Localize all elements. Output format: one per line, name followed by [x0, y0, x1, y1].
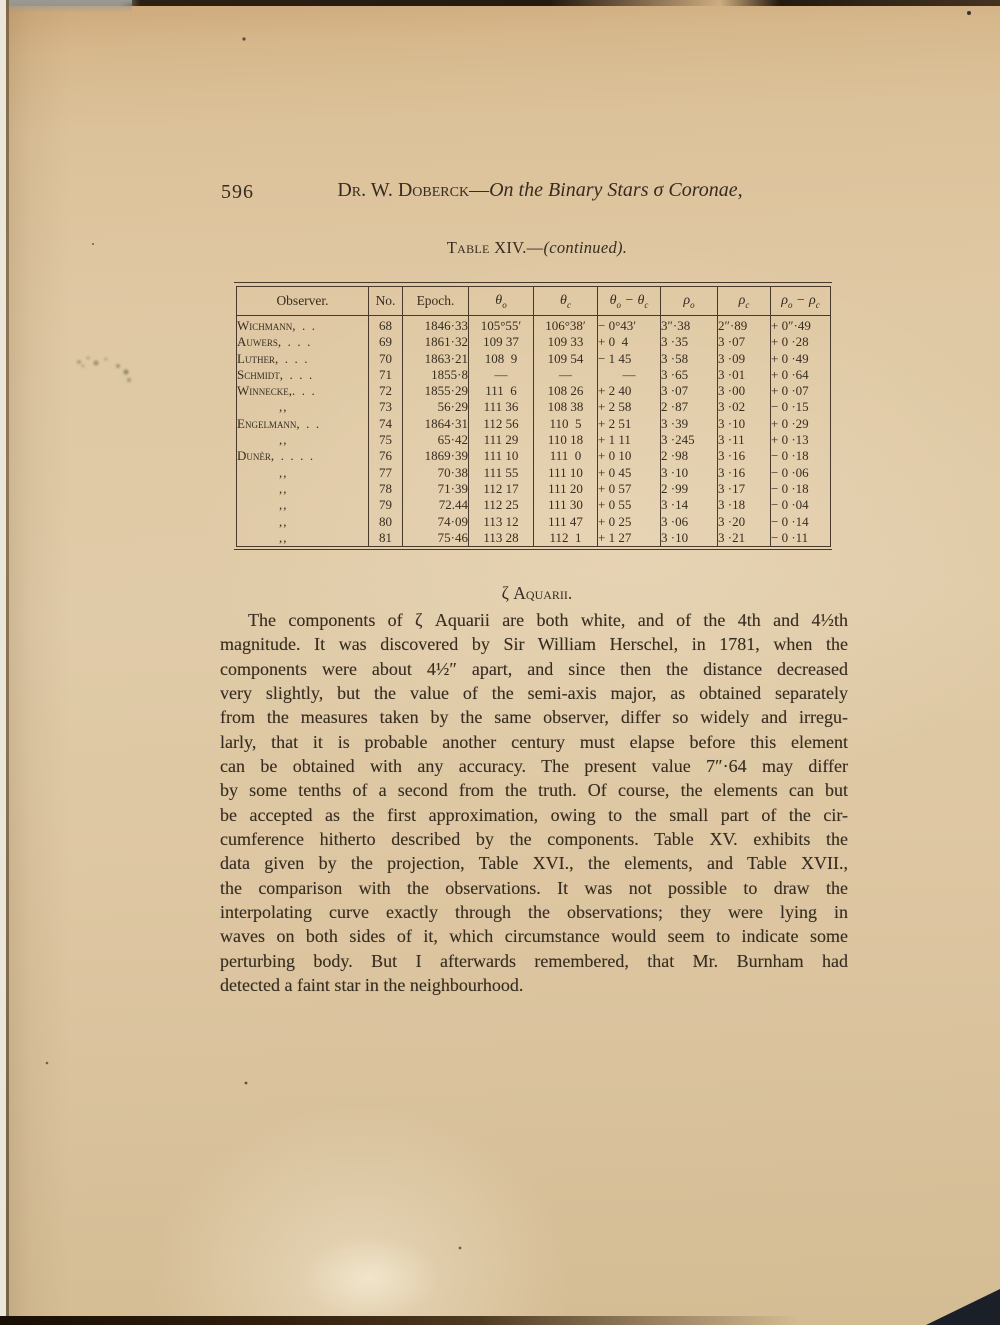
table-cell: 3 ·21	[718, 530, 771, 547]
table-cell: ,,	[279, 432, 288, 448]
table-row	[237, 530, 831, 547]
table-cell: 1846·33	[403, 316, 469, 335]
scan-left-edge-line	[6, 0, 9, 1325]
paragraph-line: from the measures taken by the same observer, differ so widely and irregu-	[220, 707, 848, 728]
table-cell: − 0°43′	[598, 316, 661, 335]
paragraph-line: perturbing body. But I afterwards remembered, that Mr. Burnham had	[220, 950, 848, 971]
paragraph-line: cumference hitherto described by the components. Table XV. exhibits the	[220, 829, 848, 850]
margin-pencil-smudge	[70, 352, 72, 354]
paragraph-line: interpolating curve exactly through the observations; they were lying in	[220, 902, 848, 923]
table-cell: Winnecke,. . .	[237, 383, 315, 399]
table-cell: Engelmann, . .	[237, 415, 320, 431]
table-cell: 73	[369, 399, 403, 415]
paragraph-line: waves on both sides of it, which circumstance would seem to indicate some	[220, 926, 848, 947]
section-heading	[237, 583, 837, 604]
table-cell: 3 ·65	[661, 367, 718, 383]
table-cell: − 1 45	[598, 351, 661, 367]
table-caption-label: Table XIV.—	[446, 238, 544, 257]
table-row	[237, 399, 831, 415]
table-cell: + 0 ·28	[771, 334, 831, 350]
table-cell: − 0 ·06	[771, 465, 831, 481]
table-cell: 77	[369, 465, 403, 481]
table-row	[237, 367, 831, 383]
table-cell: 106°38′	[534, 316, 598, 335]
paragraph-line: by some tenths of a second from the truth. Of course, the elements can but	[220, 780, 848, 801]
table-cell: 3 ·00	[718, 383, 771, 399]
table-cell: 3 ·11	[718, 432, 771, 448]
scan-corner-artifact	[0, 0, 132, 13]
table-cell: 111 29	[469, 432, 534, 448]
table-row	[237, 497, 831, 513]
table-cell: 2 ·87	[661, 399, 718, 415]
table-cell: 3 ·14	[661, 497, 718, 513]
table-cell: 3 ·18	[718, 497, 771, 513]
table-row	[237, 416, 831, 432]
paragraph-line: can be obtained with any accuracy. The present value 7″·64 may differ	[220, 756, 848, 777]
table-cell: + 0 25	[598, 514, 661, 530]
table-cell: − 0 ·18	[771, 448, 831, 464]
table-cell: 3 ·39	[661, 416, 718, 432]
table-cell: 110 18	[534, 432, 598, 448]
table-xiv	[236, 286, 831, 547]
table-cell: ,,	[279, 399, 288, 415]
table-cell: 3 ·01	[718, 367, 771, 383]
paragraph-line: The components of ζ Aquarii are both white, and of the 4th and 4½th	[248, 610, 848, 630]
paragraph-line: data given by the projection, Table XVI., the elements, and Table XVII.,	[220, 853, 848, 874]
table-cell: 74	[369, 416, 403, 432]
table-cell: Wichmann, . .	[237, 318, 316, 333]
table-cell: + 2 40	[598, 383, 661, 399]
table-cell: Dunèr, . . . .	[237, 448, 314, 464]
table-row	[237, 383, 831, 399]
table-row	[237, 334, 831, 350]
table-cell: ,,	[279, 529, 288, 545]
table-cell: 71	[369, 367, 403, 383]
table-bottom-rule	[234, 549, 832, 550]
table-cell: 112 56	[469, 416, 534, 432]
table-cell: 3 ·20	[718, 514, 771, 530]
table-cell: 111 55	[469, 465, 534, 481]
table-cell: 79	[369, 497, 403, 513]
table-cell: 108 26	[534, 383, 598, 399]
table-cell: 105°55′	[469, 316, 534, 335]
table-cell: —	[469, 367, 534, 383]
table-cell: 3 ·35	[661, 334, 718, 350]
column-header: $\theta_o - \theta_c$	[598, 287, 661, 316]
table-cell: 3 ·06	[661, 514, 718, 530]
table-cell: 1869·39	[403, 448, 469, 464]
table-cell: + 1 27	[598, 530, 661, 547]
table-cell: 3 ·16	[718, 465, 771, 481]
table-cell: 108 38	[534, 399, 598, 415]
scan-top-edge	[0, 0, 1000, 6]
table-cell: 1861·32	[403, 334, 469, 350]
scan-bottom-right-corner	[926, 1289, 1000, 1325]
paragraph-line: components were about 4½″ apart, and since then the distance decreased	[220, 658, 848, 679]
section-heading-name: Aquarii.	[513, 583, 573, 603]
table-cell: + 0 ·64	[771, 367, 831, 383]
paragraph-line: very slightly, but the value of the semi-axis major, as obtained separately	[220, 683, 848, 704]
scan-bottom-edge	[0, 1316, 800, 1325]
table-cell: 70·38	[403, 465, 469, 481]
table-cell: 1855·8	[403, 367, 469, 383]
table-caption	[237, 238, 837, 258]
table-cell: ,,	[279, 513, 288, 529]
table-cell: − 0 ·18	[771, 481, 831, 497]
table-cell: 3 ·58	[661, 351, 718, 367]
column-header: $\rho_o - \rho_c$	[771, 287, 831, 316]
table-cell: + 0 ·29	[771, 416, 831, 432]
table-cell: 2 ·98	[661, 448, 718, 464]
column-header: No.	[369, 287, 403, 316]
table-cell: 72	[369, 383, 403, 399]
table-cell: + 1 11	[598, 432, 661, 448]
table-cell: 113 12	[469, 514, 534, 530]
observations-table	[236, 286, 830, 547]
page-number: 596	[221, 181, 254, 203]
table-cell: 72.44	[403, 497, 469, 513]
paragraph-line: the comparison with the observations. It was not possible to draw the	[220, 877, 848, 898]
table-top-rule	[234, 282, 832, 283]
table-cell: 113 28	[469, 530, 534, 547]
table-cell: + 0 57	[598, 481, 661, 497]
table-cell: − 0 ·14	[771, 514, 831, 530]
paragraph-line: magnitude. It was discovered by Sir William Herschel, in 1781, when the	[220, 634, 848, 655]
table-cell: 3 ·02	[718, 399, 771, 415]
table-row	[237, 448, 831, 464]
table-cell: + 0 55	[598, 497, 661, 513]
table-cell: 65·42	[403, 432, 469, 448]
column-header: $\rho_o$	[661, 287, 718, 316]
table-cell: 1863·21	[403, 351, 469, 367]
running-header-dash: —	[469, 179, 490, 201]
table-cell: − 0 ·04	[771, 497, 831, 513]
zeta-symbol: ζ	[501, 583, 509, 603]
table-cell: 56·29	[403, 399, 469, 415]
column-header: $\theta_o$	[469, 287, 534, 316]
table-row	[237, 316, 831, 335]
table-cell: —	[598, 367, 661, 383]
paragraph-line: detected a faint star in the neighbourhood.	[220, 975, 524, 996]
table-cell: 81	[369, 530, 403, 547]
table-cell: ,,	[279, 480, 288, 496]
table-cell: 78	[369, 481, 403, 497]
table-cell: 3″·38	[661, 316, 718, 335]
table-cell: 111 30	[534, 497, 598, 513]
table-cell: 1855·29	[403, 383, 469, 399]
table-cell: 3 ·10	[661, 465, 718, 481]
table-cell: 3 ·10	[718, 416, 771, 432]
table-cell: 111 47	[534, 514, 598, 530]
table-cell: 111 20	[534, 481, 598, 497]
table-cell: 112 17	[469, 481, 534, 497]
table-cell: + 2 51	[598, 416, 661, 432]
table-cell: 2″·89	[718, 316, 771, 335]
table-cell: 3 ·10	[661, 530, 718, 547]
table-cell: 3 ·17	[718, 481, 771, 497]
table-cell: + 2 58	[598, 399, 661, 415]
table-cell: 111 6	[469, 383, 534, 399]
table-cell: ,,	[279, 497, 288, 513]
table-cell: 109 54	[534, 351, 598, 367]
table-row	[237, 432, 831, 448]
table-cell: 1864·31	[403, 416, 469, 432]
paper-specks	[0, 0, 2, 2]
table-cell: 75·46	[403, 530, 469, 547]
table-cell: 3 ·09	[718, 351, 771, 367]
table-cell: + 0 ·07	[771, 383, 831, 399]
table-cell: 71·39	[403, 481, 469, 497]
running-header-author: Dr. W. Doberck	[337, 179, 470, 201]
table-cell: + 0 ·49	[771, 351, 831, 367]
table-cell: —	[534, 367, 598, 383]
table-cell: Schmidt, . . .	[237, 366, 313, 382]
paragraph-line: larly, that it is probable another century must elapse before this element	[220, 731, 848, 752]
column-header: $\rho_c$	[718, 287, 771, 316]
body-paragraph	[220, 608, 848, 998]
table-cell: + 0 10	[598, 448, 661, 464]
table-cell: 112 1	[534, 530, 598, 547]
table-cell: 3 ·07	[661, 383, 718, 399]
table-cell: 109 37	[469, 334, 534, 350]
column-header: Observer.	[237, 287, 369, 316]
table-cell: 69	[369, 334, 403, 350]
table-row	[237, 465, 831, 481]
table-cell: 111 36	[469, 399, 534, 415]
table-cell: 70	[369, 351, 403, 367]
table-cell: 3 ·245	[661, 432, 718, 448]
table-cell: 76	[369, 448, 403, 464]
table-cell: 3 ·07	[718, 334, 771, 350]
table-cell: + 0 4	[598, 334, 661, 350]
table-cell: 2 ·99	[661, 481, 718, 497]
table-cell: 80	[369, 514, 403, 530]
table-cell: + 0″·49	[771, 316, 831, 335]
table-cell: 111 0	[534, 448, 598, 464]
table-cell: 112 25	[469, 497, 534, 513]
table-cell: 74·09	[403, 514, 469, 530]
table-cell: 3 ·16	[718, 448, 771, 464]
table-cell: Auwers, . . .	[237, 334, 311, 350]
column-header: Epoch.	[403, 287, 469, 316]
table-row	[237, 481, 831, 497]
table-row	[237, 351, 831, 367]
table-cell: − 0 ·11	[771, 530, 831, 547]
table-cell: ,,	[279, 464, 288, 480]
scan-light-patch	[290, 1228, 450, 1328]
running-header-title: On the Binary Stars σ Coronae,	[489, 179, 743, 201]
column-header: $\theta_c$	[534, 287, 598, 316]
table-cell: + 0 ·13	[771, 432, 831, 448]
table-caption-continued: (continued).	[543, 238, 628, 257]
table-cell: + 0 45	[598, 465, 661, 481]
table-cell: 75	[369, 432, 403, 448]
table-cell: 110 5	[534, 416, 598, 432]
table-cell: 109 33	[534, 334, 598, 350]
table-cell: Luther, . . .	[237, 350, 308, 366]
table-header-row	[237, 287, 831, 316]
table-row	[237, 514, 831, 530]
table-cell: − 0 ·15	[771, 399, 831, 415]
table-cell: 108 9	[469, 351, 534, 367]
table-cell: 111 10	[534, 465, 598, 481]
running-header	[260, 179, 820, 202]
table-cell: 68	[369, 316, 403, 335]
table-cell: 111 10	[469, 448, 534, 464]
paragraph-line: be accepted as the first approximation, owing to the small part of the cir-	[220, 804, 848, 825]
